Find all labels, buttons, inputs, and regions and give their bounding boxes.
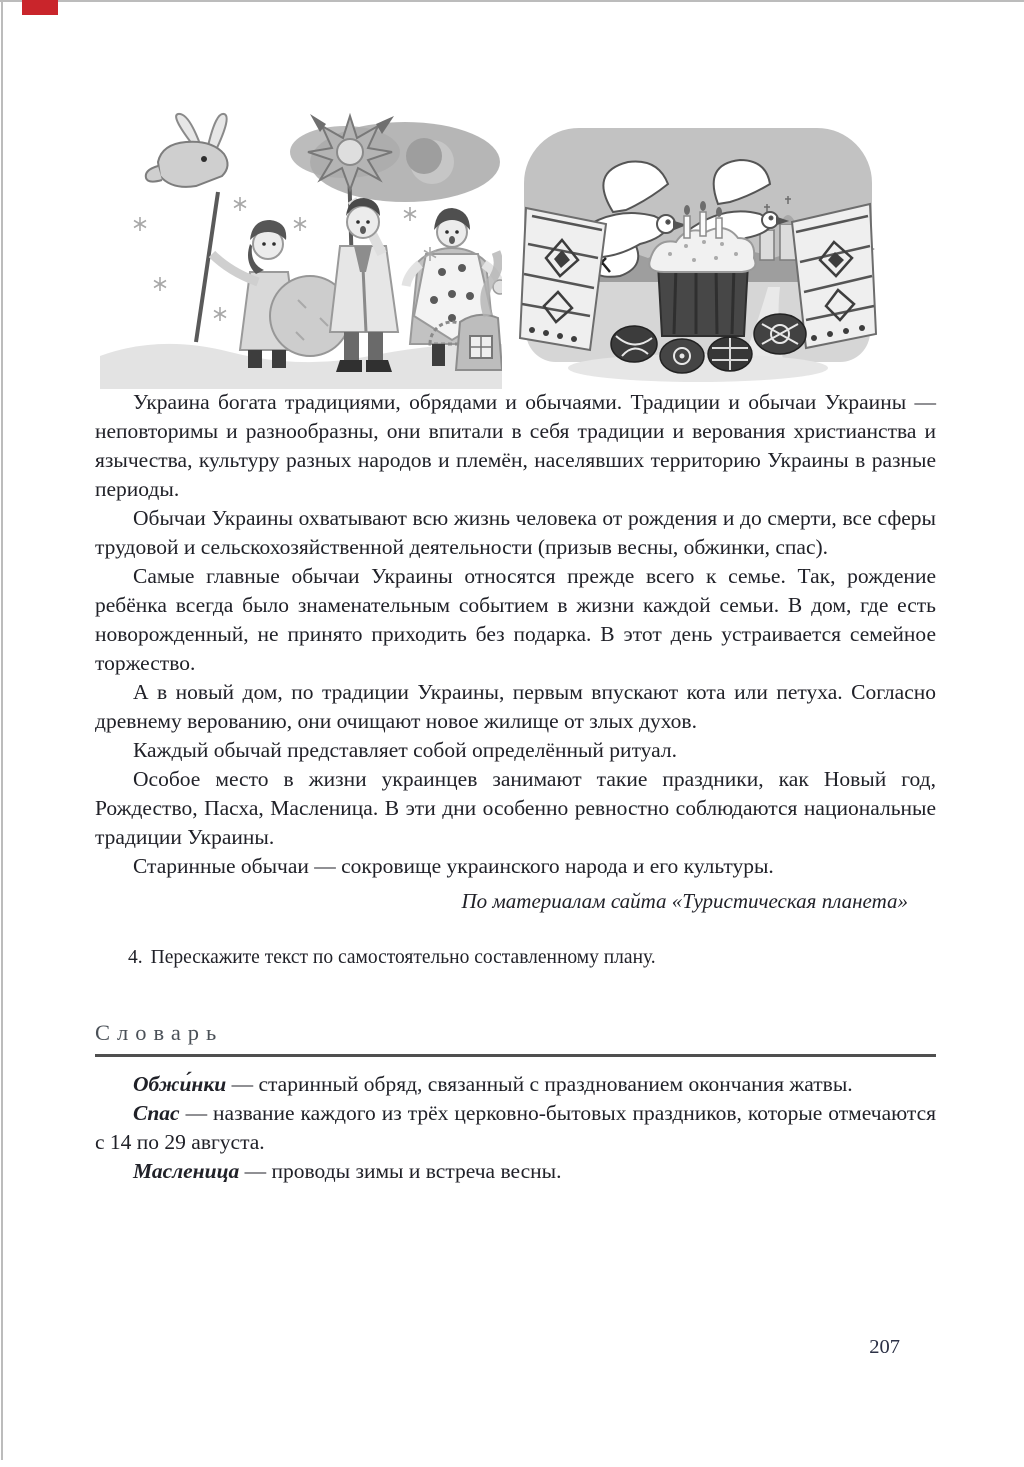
glossary-title: Словарь — [95, 1020, 224, 1045]
exercise-item — [95, 943, 936, 972]
glossary-definition: — название каждого из трёх церковно-бытовых праздников, которые отмечаются с 14 по 29 августа. — [95, 1101, 936, 1154]
paragraph: Обычаи Украины охватывают всю жизнь человека от рождения и до смерти, все сферы трудовой и сельскохозяйственной деятельности (призыв весны, обжинки, спас). — [95, 506, 936, 559]
glossary-entry — [95, 1099, 936, 1157]
glossary-entry — [95, 1070, 936, 1099]
red-corner-mark — [22, 0, 58, 15]
paragraph: Самые главные обычаи Украины относятся прежде всего к семье. Так, рождение ребёнка всегда было знаменательным событием в жизни каждой семьи. В дом, где есть новорожденный, не принято приходить без подарка. В этот день устраивается семейное торжество. — [95, 564, 936, 675]
article-text — [95, 388, 936, 1186]
boy-caroler — [330, 198, 398, 372]
glossary-definition: — старинный обряд, связанный с празднованием окончания жатвы. — [231, 1072, 853, 1096]
glossary-rule — [95, 1054, 936, 1057]
page-number: 207 — [869, 1336, 900, 1358]
glossary-term: Масленица — [133, 1159, 240, 1183]
glossary-definition: — проводы зимы и встреча весны. — [244, 1159, 562, 1183]
glossary-term: Обжи́нки — [133, 1072, 227, 1096]
glossary-entry — [95, 1157, 936, 1186]
source-attribution: По материалам сайта «Туристическая планета» — [461, 889, 908, 913]
exercise-number: 4. — [128, 947, 143, 968]
rushnyk-left — [520, 208, 606, 350]
page-border-top — [0, 0, 1024, 2]
paragraph: Каждый обычай представляет собой определённый ритуал. — [133, 738, 677, 762]
glossary-section — [95, 1018, 936, 1186]
paragraph: Старинные обычаи — сокровище украинского народа и его культуры. — [133, 854, 774, 878]
easter-illustration — [518, 112, 878, 390]
exercise-text: Перескажите текст по самостоятельно составленному плану. — [150, 947, 656, 968]
goat-puppet — [146, 114, 228, 342]
glossary-term: Спас — [133, 1101, 180, 1125]
paragraph: А в новый дом, по традиции Украины, первым впускают кота или петуха. Согласно древнему верованию, они очищают новое жилище от злых духов. — [95, 680, 936, 733]
cloud-and-moon — [290, 122, 500, 202]
page-border-left — [1, 0, 3, 1460]
paragraph: Украина богата традициями, обрядами и обычаями. Традиции и обычаи Украины — неповторимы и разнообразны, они впитали в себя традиции и верования христианства и язычества, культуру разных народов и племён, населявших территорию Украины в разные периоды. — [95, 390, 936, 501]
paragraph: Особое место в жизни украинцев занимают такие праздники, как Новый год, Рождество, Пасха, Масленица. В эти дни особенно ревностно соблюдаются национальные традиции Украины. — [95, 767, 936, 849]
carolers-illustration — [100, 104, 502, 389]
